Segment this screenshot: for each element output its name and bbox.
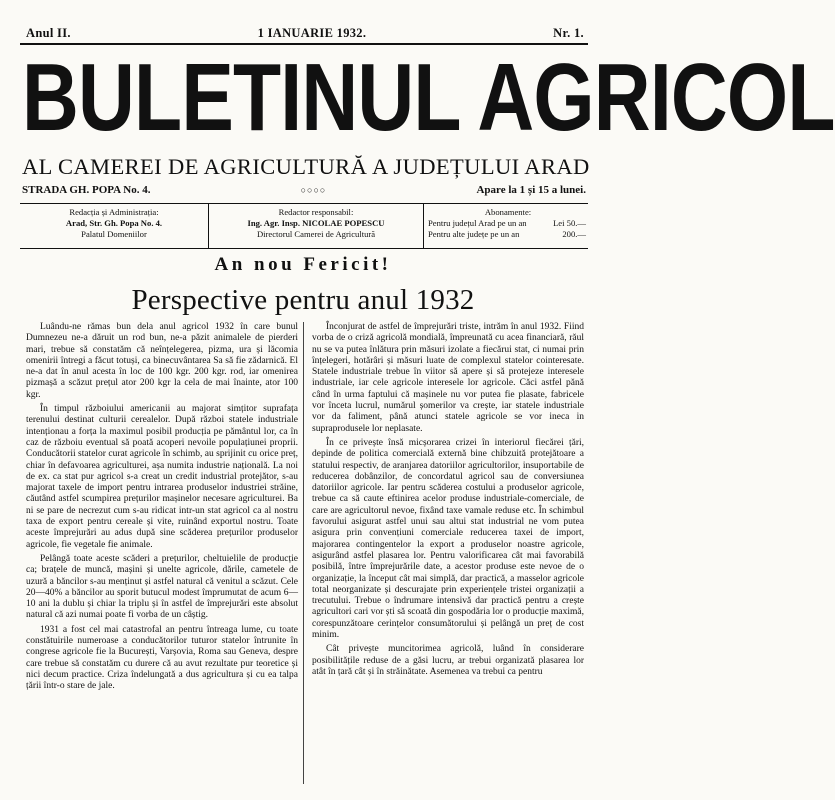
masthead-title: BULETINUL AGRICOL	[22, 44, 835, 151]
paragraph: În timpul războiului americanii au majorat simțitor suprafața terenului destinat culturii cerealelor. După război statele industriale intenționau a forța la maximul posibil producția pe pământul lor, ca în caz de războiu eventual să poată acoperi nevoile populațiunei proprii. Conducătorii statelor curat agricole în schimb, au sprijinit cu orice preț, chiar în defavoarea agriculturei, așa numita industrie națională. La noi de ex. ca stat pur agricol s-a creat un credit industrial protejător, s-au majorat taxele de import pentru intrarea produselor industriei străine, căutând astfel scumpirea prețurilor mașinelor necesare agriculturei. Ba ni se pare de necrezut cum s-au ridicat intr-un stat agricol ca al nostru taxa de export pentru cereale și vite, ruinând exportul nostru. Toate aceste împrejurări au adus după sine scăderea prețurilor produselor agricole, fie vegetale fie animale.	[26, 404, 298, 550]
editorial-office	[20, 204, 208, 248]
publication-frequency: Apare la 1 și 15 a lunei.	[476, 184, 586, 196]
paragraph: Cât privește muncitorimea agricolă, luând în considerare posibilitățile reduse de a găsi lucru, ar trebui organizată plasarea lor atât în țară cât și în străinătate. Asemenea va trebui ca pentru	[312, 644, 584, 677]
subscription-row	[428, 218, 588, 229]
editorial-heading: Redacția și Administrația:	[69, 207, 159, 217]
paragraph: Luându-ne rămas bun dela anul agricol 1932 în care bunul Dumnezeu ne-a dăruit un rod bun, ne-a păzit animalele de pierderi mari, trebue să constatăm că neînțelegerea, pizma, ura și lăcomia omenirii întregi a făcut totuși, ca binecuvântarea Sa să fie zădarnică. El ne-a dat în anul acesta în loc de 100 kgr. 200 kgr. rod, iar omenirea pizmașă a scăzut prețul ator 200 kgr la cela de mai înainte, ator 100 kgr.	[26, 322, 298, 400]
article-title: Perspective pentru anul 1932	[131, 284, 475, 316]
paragraph: 1931 a fost cel mai catastrofal an pentru întreaga lume, cu toate constătuirile numeroase a conducătorilor tuturor statelor întrunite în congrese agricole fie la București, Varșovia, Roma sau Geneva, despre care trebue să constatăm cu durere că au avut rezultate pur teoretice și nici decum practice. Criza îndelungată a dus agricultura și cu ea talpa țării într-o stare de jale.	[26, 624, 298, 692]
subscription-label: Pentru județul Arad pe un an	[428, 218, 527, 228]
editor-info	[208, 204, 423, 248]
issue-info-line	[26, 26, 584, 41]
paragraph: Înconjurat de astfel de împrejurări triste, intrăm în anul 1932. Fiind vorba de o criză agricolă mondială, împreunată cu acea financiară, răul nu se va putea înlătura prin măsuri izolate a fiecărui stat, ci numai prin înțelegeri, hotărâri și măsuri luate de complexul statelor cointeresate. Statele industriale trebue în viitor să apere și să protejeze interesele industriale, iar cele agricole interesele lor agricole. Căci astfel pănă când în urma faptului că mașinele nu vor putea fie plasate, fabricele vor înceta lucrul, numărul șomerilor va crește, iar statele industriale vor da faliment, până atunci statele agricole se vor ineca in supraprodusele lor neplasate.	[312, 322, 584, 434]
paragraph: În ce privește însă micșorarea crizei în interiorul fiecărei țări, depinde de politica comercială externă bine chibzuită protejătoare a statului respectiv, de aranjarea datoriilor agricultorilor, insuportabile de reducerea dobânzilor, de concordatul agricol sau de conversiunea datoriilor agricole. Iar pentru scăderea costului a produselor agricole, trebue ca să caute eftinirea acelor produse industriale-comerciale, de care are agricultorul nevoe, fixând taxe vamale reduse etc. În schimbul favorului asigurat astfel unui sau altui stat industrial ne vom putea asigura prin convențiuni comerciale reducerea taxei de import, majorarea contingentelor la export a produselor noastre agricole, asigurând astfel plasarea lor. Pentru valorificarea cât mai favorabilă posibilă, între împrejurările date, a acestor produse este nevoe de o organizație, la început cât mai simplă, dar practică, a masselor agricole total neorganizate și descurajate prin experiențele tristei organizații a trecutului. Trebue o îndrumare intensivă dar practică pentru a crește agricultori cari vor ști să scoată din gospodăria lor o producție maximă, corespunzătoare cerințelor consumătorului și pelângă un preț de cost minim.	[312, 437, 584, 641]
subscriptions-heading: Abonamente:	[484, 207, 532, 217]
editorial-building: Palatul Domeniilor	[81, 229, 147, 239]
subscription-row	[428, 229, 588, 240]
issue-number: Nr. 1.	[553, 26, 584, 40]
info-box	[20, 203, 588, 249]
paragraph: Pelângă toate aceste scăderi a prețurilor, cheltuielile de producție ca; brațele de muncă, mașini și unelte agricole, dările, cametele de uzură a băncilor s-au menținut și astfel natural că venitul a scăzut. Cele 20—40% a băncilor au sporit butucul modest împrumutat de acum 6—10 ani la dublu și chiar la triplu și în astfel de împrejurări este absolut natural că azi numai poate fi vorba de un câștig.	[26, 553, 298, 621]
editor-heading: Redactor responsabil:	[278, 207, 354, 217]
article-left-column	[26, 322, 298, 788]
editorial-address: Arad, Str. Gh. Popa No. 4.	[65, 218, 163, 228]
street-address: STRADA GH. POPA No. 4.	[22, 184, 151, 196]
masthead-subtitle: AL CAMEREI DE AGRICULTURĂ A JUDEȚULUI ARAD	[22, 154, 590, 179]
editor-role: Directorul Camerei de Agricultură	[256, 229, 376, 239]
subscription-price: 200.—	[562, 229, 586, 239]
ornament: ○○○○	[300, 185, 327, 195]
issue-year: Anul II.	[26, 26, 71, 40]
editor-name: Ing. Agr. Insp. NICOLAE POPESCU	[247, 218, 385, 228]
subscription-price: Lei 50.—	[553, 218, 586, 228]
subscription-label: Pentru alte județe pe un an	[428, 229, 520, 239]
issue-date: 1 IANUARIE 1932.	[257, 26, 367, 40]
address-line	[22, 184, 586, 196]
article-kicker: An nou Fericit!	[214, 254, 392, 275]
column-divider	[303, 322, 304, 784]
article-right-column	[312, 322, 584, 788]
masthead	[22, 44, 835, 151]
subscriptions	[423, 204, 588, 248]
